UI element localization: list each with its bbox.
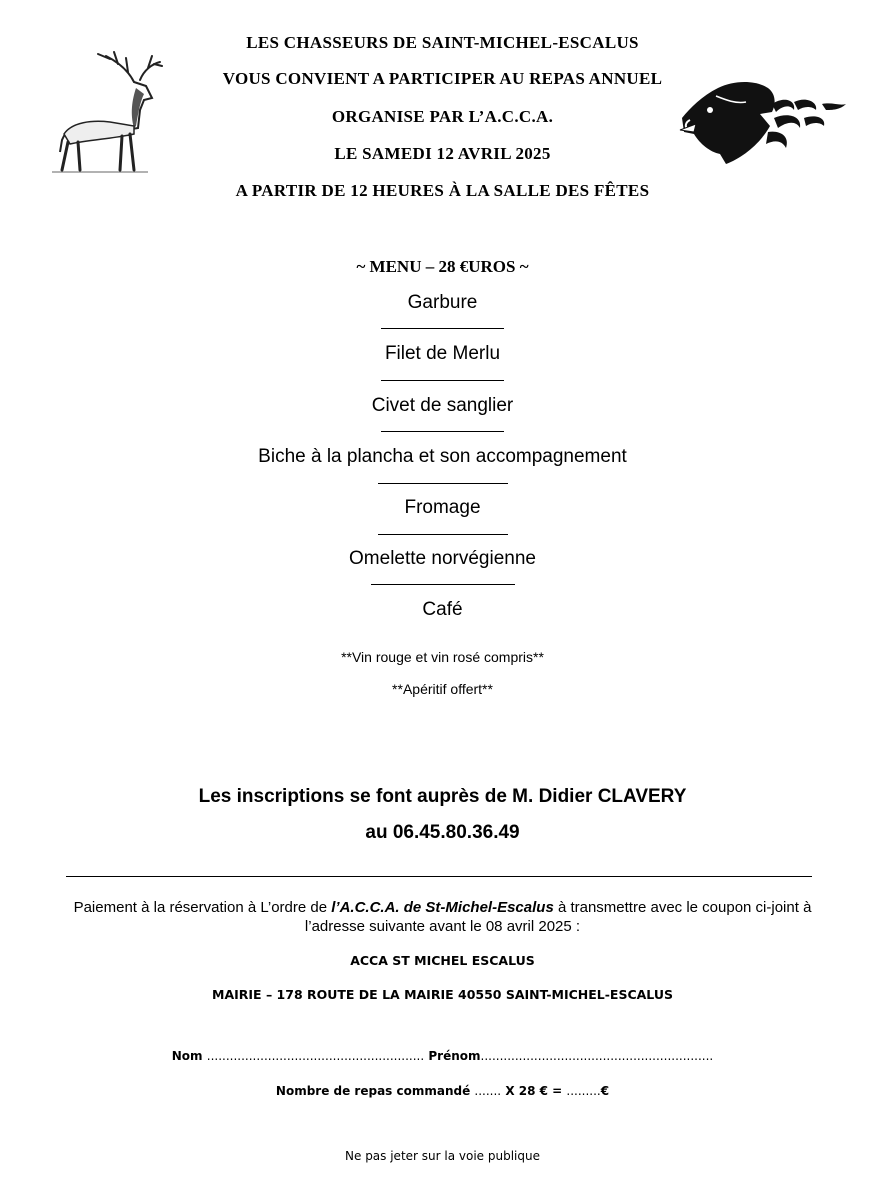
wine-note: **Vin rouge et vin rosé compris**: [341, 649, 544, 665]
menu-divider: [381, 431, 504, 432]
currency-label: €: [600, 1084, 610, 1098]
menu-divider: [381, 328, 504, 329]
order-form-row: [0, 1084, 885, 1098]
name-form-row: [0, 1049, 885, 1063]
prenom-label: Prénom: [428, 1049, 481, 1063]
menu-dish: Café: [422, 599, 463, 620]
menu-title: ~ MENU – 28 €UROS ~: [356, 257, 529, 276]
repas-label: Nombre de repas commandé: [275, 1084, 471, 1098]
menu-divider: [381, 380, 504, 381]
event-location: A PARTIR DE 12 HEURES À LA SALLE DES FÊTES: [235, 181, 650, 200]
repas-count-field[interactable]: .......: [474, 1084, 502, 1098]
menu-divider: [378, 534, 508, 535]
menu-dish: Fromage: [404, 497, 481, 518]
menu-dish: Garbure: [407, 292, 478, 313]
menu-dish: Filet de Merlu: [384, 343, 501, 364]
address-line-1: ACCA ST MICHEL ESCALUS: [350, 953, 535, 968]
event-date: LE SAMEDI 12 AVRIL 2025: [334, 144, 551, 163]
price-label: X 28 € =: [505, 1084, 563, 1098]
prenom-field[interactable]: .............................................................: [480, 1049, 714, 1063]
cut-line: [66, 876, 812, 877]
menu-divider: [378, 483, 508, 484]
header-line-1: LES CHASSEURS DE SAINT-MICHEL-ESCALUS: [246, 33, 639, 52]
nom-field[interactable]: .........................................................: [206, 1049, 425, 1063]
aperitif-note: **Apéritif offert**: [392, 681, 493, 697]
header-line-2: VOUS CONVIENT A PARTICIPER AU REPAS ANNUEL: [222, 69, 663, 88]
menu-dish: Civet de sanglier: [371, 395, 514, 416]
total-field[interactable]: .........: [566, 1084, 601, 1098]
footer-notice: Ne pas jeter sur la voie publique: [345, 1149, 540, 1163]
phone-number: au 06.45.80.36.49: [365, 822, 520, 843]
address-line-2: MAIRIE – 178 ROUTE DE LA MAIRIE 40550 SAINT-MICHEL-ESCALUS: [212, 987, 673, 1002]
nom-label: Nom: [171, 1049, 203, 1063]
menu-dish: Omelette norvégienne: [349, 548, 536, 569]
menu-dish: Biche à la plancha et son accompagnement: [258, 446, 627, 467]
inscription-line: Les inscriptions se font auprès de M. Didier CLAVERY: [198, 786, 687, 807]
header-line-3: ORGANISE PAR L’A.C.C.A.: [331, 107, 554, 126]
payment-text: Paiement à la réservation à L’ordre de l’A.C.C.A. de St-Michel-Escalus à transmettre avec le coupon ci-joint à l’adresse suivante avant le 08 avril 2025 :: [73, 899, 812, 935]
menu-divider: [371, 584, 515, 585]
acca-name: l’A.C.C.A. de St-Michel-Escalus: [331, 899, 554, 916]
